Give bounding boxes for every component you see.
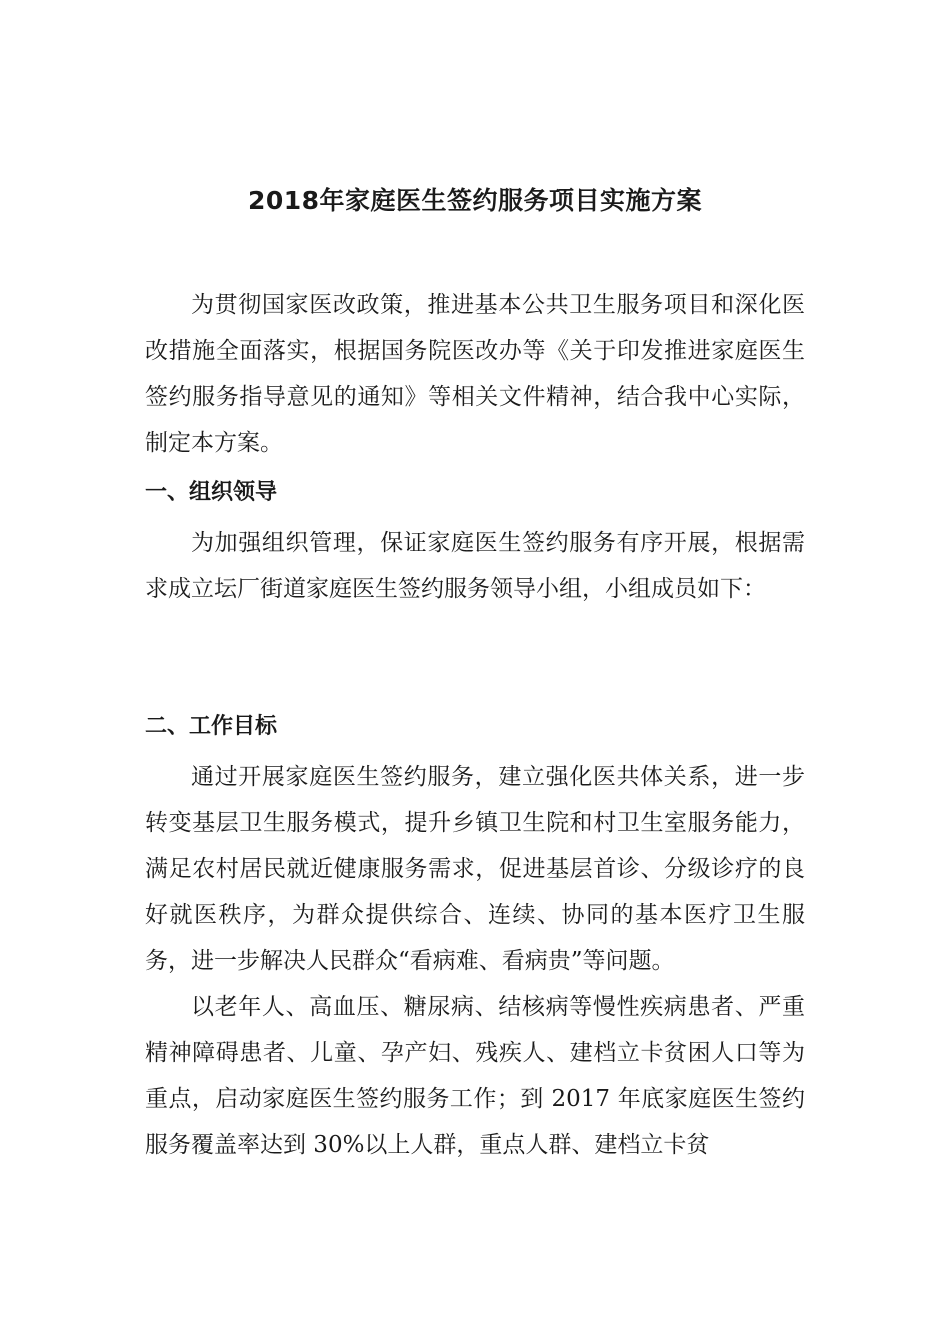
section-heading-organization: 一、组织领导 [145,480,278,505]
intro-paragraph: 为贯彻国家医改政策，推进基本公共卫生服务项目和深化医改措施全面落实，根据国务院医改办等《关于印发推进家庭医生签约服务指导意见的通知》等相关文件精神，结合我中心实际，制定本方案。 [145,292,805,456]
document-title: 2018年家庭医生签约服务项目实施方案 [247,186,703,215]
section-heading-goals: 二、工作目标 [145,714,278,739]
organization-paragraph: 为加强组织管理，保证家庭医生签约服务有序开展，根据需求成立坛厂街道家庭医生签约服务领导小组，小组成员如下： [145,530,805,602]
goals-paragraph-1: 通过开展家庭医生签约服务，建立强化医共体关系，进一步转变基层卫生服务模式，提升乡镇卫生院和村卫生室服务能力，满足农村居民就近健康服务需求，促进基层首诊、分级诊疗的良好就医秩序，为群众提供综合、连续、协同的基本医疗卫生服务，进一步解决人民群众“看病难、看病贵”等问题。 [145,764,805,974]
blank-space [145,612,805,704]
document-body [145,282,805,1168]
goals-paragraph-2: 以老年人、高血压、糖尿病、结核病等慢性疾病患者、严重精神障碍患者、儿童、孕产妇、残疾人、建档立卡贫困人口等为重点，启动家庭医生签约服务工作；到 2017 年底家庭医生签约服务覆盖率达到 30%以上人群，重点人群、建档立卡贫 [145,994,805,1158]
